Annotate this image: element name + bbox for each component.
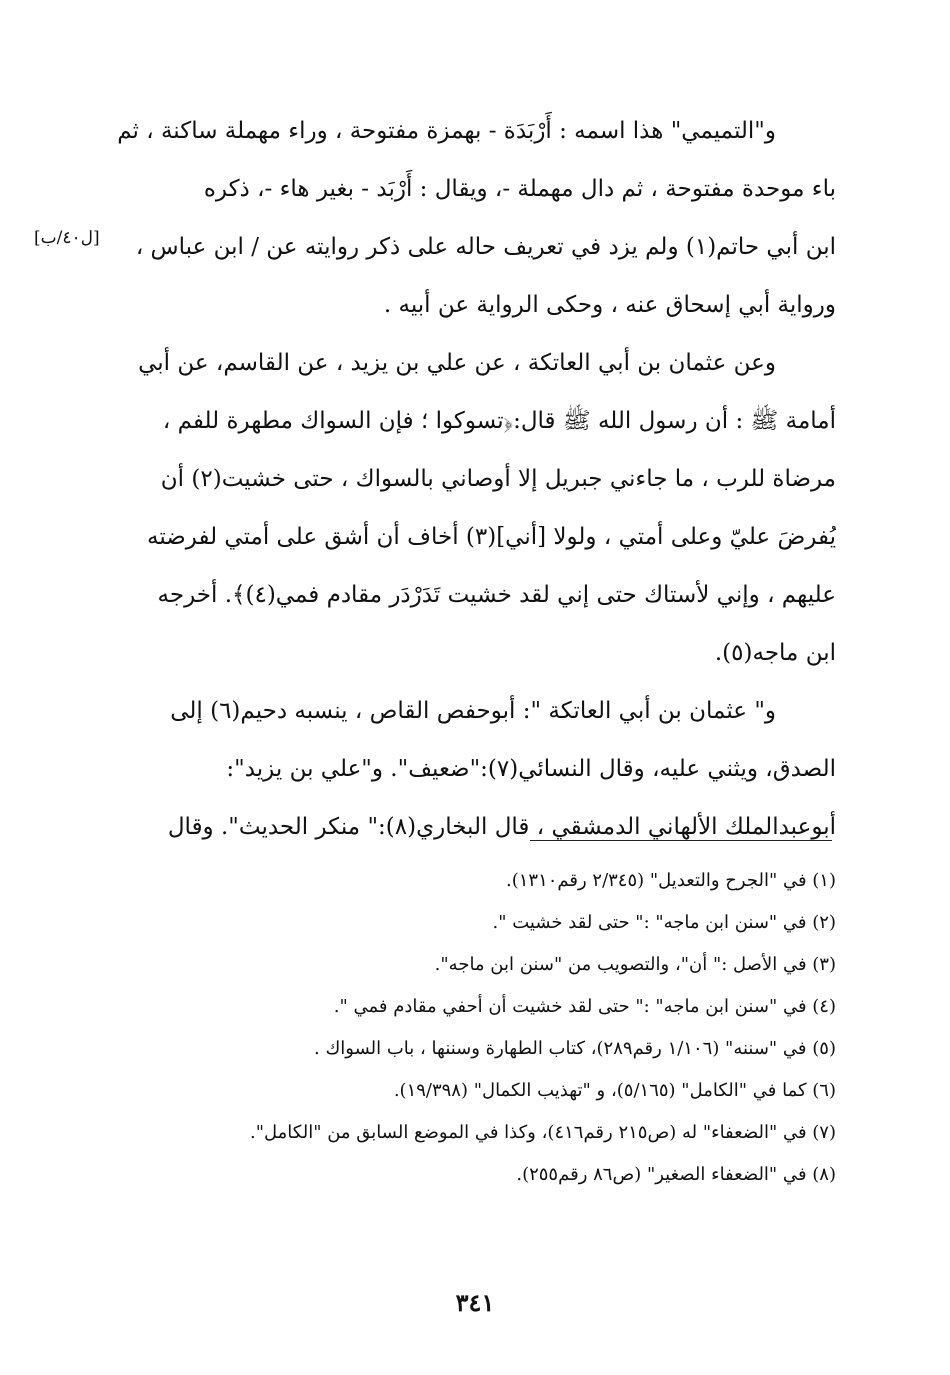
footnote: (٢) في "سنن ابن ماجه" :" حتى لقد خشيت ". [492,912,836,933]
footnote: (٥) في "سننه" (١/١٠٦ رقم٢٨٩)، كتاب الطهارة وسننها ، باب السواك . [314,1038,836,1059]
text-line: و"التميمي" هذا اسمه : أَرْبَدَة - بهمزة مفتوحة ، وراء مهملة ساكنة ، ثم [117,118,776,144]
text-line: أبوعبدالملك الألهاني الدمشقي ، قال البخاري(٨):" منكر الحديث". وقال [167,814,836,840]
footnotes [150,860,836,1196]
paragraph-2 [108,334,836,682]
text-line: أمامة ﷺ : أن رسول الله ﷺ قال:﴿تسوكوا ؛ فإن السواك مطهرة للفم ، [162,408,836,434]
footnote: (٧) في "الضعفاء" له (ص٢١٥ رقم٤١٦)، وكذا في الموضع السابق من "الكامل". [250,1122,836,1143]
text-line: ورواية أبي إسحاق عنه ، وحكى الرواية عن أبيه . [383,292,836,318]
text-line: ابن ماجه(٥). [714,640,836,666]
footnote: (٨) في "الضعفاء الصغير" (ص٨٦ رقم٢٥٥). [516,1164,836,1185]
text-line: ابن أبي حاتم(١) ولم يزد في تعريف حاله على ذكر روايته عن / ابن عباس ، [135,234,836,260]
manuscript-folio-note: [ل٤٠/ب] [34,228,100,248]
paragraph-1 [108,102,836,334]
text-line: و" عثمان بن أبي العاتكة ": أبوحفص القاص ، ينسبه دحيم(٦) إلى [170,698,776,724]
text-line: باء موحدة مفتوحة ، ثم دال مهملة -، ويقال : أَرْبَد - بغير هاء -، ذكره [203,176,836,202]
text-line: يُفرضَ عليّ وعلى أمتي ، ولولا [أني](٣) أخاف أن أشق على أمتي لفرضته [146,524,836,550]
text-line: الصدق، ويثني عليه، وقال النسائي(٧):"ضعيف". و"علي بن يزيد": [226,756,836,782]
text-line: وعن عثمان بن أبي العاتكة ، عن علي بن يزيد ، عن القاسم، عن أبي [138,350,776,376]
main-text-body [108,102,836,856]
page-number: ٣٤١ [455,1288,495,1317]
paragraph-3 [108,682,836,856]
footnote: (٣) في الأصل :" أن"، والتصويب من "سنن ابن ماجه". [434,954,836,975]
footnote: (٦) كما في "الكامل" (٥/١٦٥)، و "تهذيب الكمال" (١٩/٣٩٨). [393,1080,836,1101]
footnote: (١) في "الجرح والتعديل" (٢/٣٤٥ رقم١٣١٠). [505,870,836,891]
footnote: (٤) في "سنن ابن ماجه" :" حتى لقد خشيت أن أحفي مقادم فمي ". [333,996,836,1017]
footnote-separator [530,840,832,841]
text-line: عليهم ، وإني لأستاك حتى إني لقد خشيت تَدَرْدَر مقادم فمي(٤)﴾. أخرجه [157,582,836,608]
text-line: مرضاة للرب ، ما جاءني جبريل إلا أوصاني بالسواك ، حتى خشيت(٢) أن [160,466,836,492]
